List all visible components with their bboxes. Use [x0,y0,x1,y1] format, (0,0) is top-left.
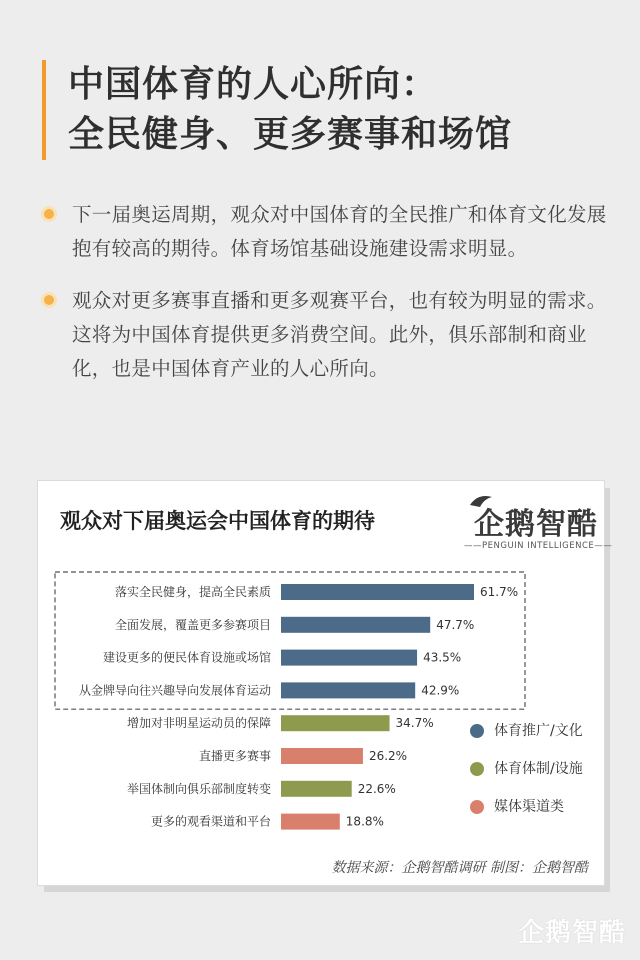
chart-title: 观众对下届奥运会中国体育的期待 [60,509,375,533]
bar [281,617,430,633]
legend-swatch [470,762,484,776]
legend-item [470,797,583,835]
bullet-item [44,284,614,386]
category-label: 直播更多赛事 [198,749,271,763]
footer-logo: 企鹅智酷 [518,918,627,948]
legend-swatch [470,800,484,814]
bullet-item [44,198,614,266]
legend-label: 媒体渠道类 [494,799,564,815]
value-label: 26.2% [368,749,408,763]
brand-logo-subtitle: ——PENGUIN INTELLIGENCE—— [464,541,613,551]
data-source: 数据来源：企鹅智酷调研 制图：企鹅智酷 [331,860,588,876]
legend-label: 体育推广/文化 [494,723,583,739]
legend-label: 体育体制/设施 [494,761,583,777]
value-label: 22.6% [357,781,396,796]
value-label: 18.8% [345,814,384,829]
chart-legend [470,721,583,835]
category-label: 更多的观看渠道和平台 [150,814,271,829]
value-label: 61.7% [480,585,519,599]
value-label: 34.7% [395,716,434,731]
category-label: 从金牌导向往兴趣导向发展体育运动 [78,683,271,698]
legend-item [470,759,583,797]
page-title-line-1: 中国体育的人心所向： [68,64,439,105]
bar [281,584,474,600]
brand-logo-subtitle-text: PENGUIN INTELLIGENCE [482,541,595,551]
legend-item [470,721,583,759]
chart-card [37,480,613,886]
bar [281,682,415,698]
category-label: 举国体制向俱乐部制度转变 [126,781,271,796]
value-label: 43.5% [423,650,462,665]
bar [281,748,363,764]
value-label: 47.7% [436,617,475,632]
bullet-dot-icon [44,209,54,219]
value-label: 42.9% [421,683,460,698]
bullet-list [44,198,614,404]
category-label: 全面发展，覆盖更多参赛项目 [114,617,271,632]
category-label: 增加对非明星运动员的保障 [126,716,271,731]
bar [281,814,340,830]
legend-swatch [470,724,484,738]
page-title-line-2: 全民健身、更多赛事和场馆 [68,114,513,155]
bar [281,715,390,731]
bullet-text: 观众对更多赛事直播和更多观赛平台，也有较为明显的需求。这将为中国体育提供更多消费空间。此外，俱乐部制和商业化，也是中国体育产业的人心所向。 [72,289,607,380]
title-block [42,60,612,160]
bullet-text: 下一届奥运周期，观众对中国体育的全民推广和体育文化发展抱有较高的期待。体育场馆基础设施建设需求明显。 [72,203,607,260]
category-label: 建设更多的便民体育设施或场馆 [102,650,271,665]
bullet-dot-icon [44,295,54,305]
bar [281,781,352,797]
brand-logo-text: 企鹅智酷 [474,507,598,542]
category-label: 落实全民健身，提高全民素质 [114,585,271,599]
bar [281,650,417,666]
